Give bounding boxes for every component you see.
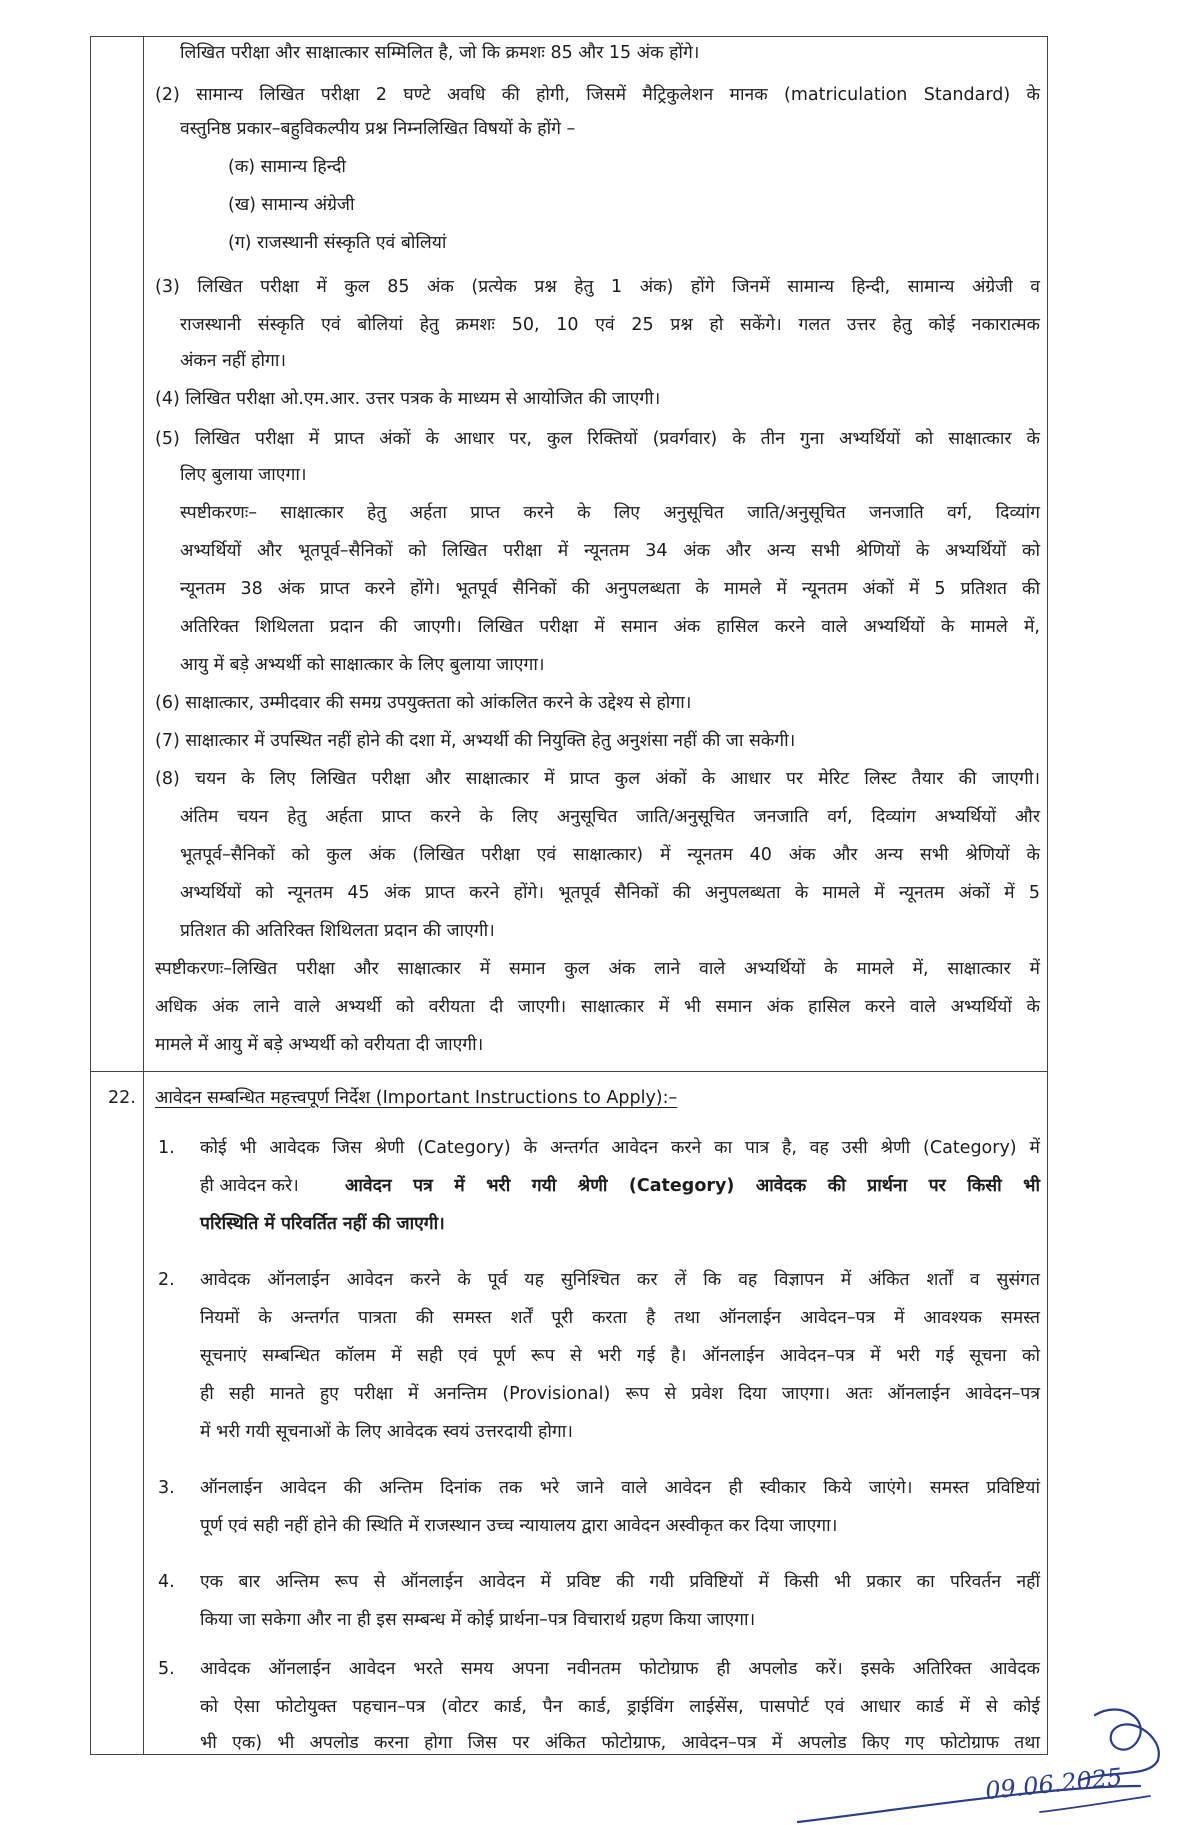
para-5-line-1: (5) लिखित परीक्षा में प्राप्त अंकों के आधार पर, कुल रिक्तियों (प्रवर्गवार) के तीन गुना अभ्यर्थियों को साक्षात्कार के	[155, 429, 1040, 449]
para-3-line-1: (3) लिखित परीक्षा में कुल 85 अंक (प्रत्येक प्रश्न हेतु 1 अंक) होंगे जिनमें सामान्य हिन्दी, सामान्य अंग्रेजी व	[155, 277, 1040, 297]
explanation-2-line: स्पष्टीकरणः–लिखित परीक्षा और साक्षात्कार में समान कुल अंक लाने वाले अभ्यर्थियों के मामले में, साक्षात्कार में	[155, 959, 1040, 979]
para-3-line-2: राजस्थानी संस्कृति एवं बोलियां हेतु क्रमशः 50, 10 एवं 25 प्रश्न हो सकेंगे। गलत उत्तर हेतु कोई नकारात्मक	[180, 315, 1040, 335]
subject-item: (क) सामान्य हिन्दी	[228, 157, 346, 177]
item-number: 4.	[158, 1572, 175, 1592]
item-1-bold-line: परिस्थिति में परिवर्तित नहीं की जाएगी।	[200, 1214, 445, 1234]
para-8-line-4: अभ्यर्थियों को न्यूनतम 45 अंक प्राप्त करने होंगे। भूतपूर्व सैनिकों की अनुपलब्धता के मामले में न्यूनतम अंकों में 5	[180, 883, 1040, 903]
para-8-line-1: (8) चयन के लिए लिखित परीक्षा और साक्षात्कार में प्राप्त कुल अंकों के आधार पर मेरिट लिस्ट तैयार की जाएगी।	[155, 769, 1040, 789]
explanation-line: अतिरिक्त शिथिलता प्रदान की जाएगी। लिखित परीक्षा में समान अंक हासिल करने वाले अभ्यर्थियों के मामले में,	[180, 617, 1040, 637]
item-2-line: आवेदक ऑनलाईन आवेदन करने के पूर्व यह सुनिश्चित कर लें कि वह विज्ञापन में अंकित शर्तों व सुसंगत	[200, 1270, 1040, 1290]
item-2-line: ही सही मानते हुए परीक्षा में अनन्तिम (Provisional) रूप से प्रवेश दिया जाएगा। अतः ऑनलाईन आवेदन–पत्र	[200, 1384, 1040, 1404]
explanation-2-line: अधिक अंक लाने वाले अभ्यर्थी को वरीयता दी जाएगी। साक्षात्कार में भी समान अंक हासिल करने वाले अभ्यर्थियों के	[155, 997, 1040, 1017]
subject-item: (ख) सामान्य अंग्रेजी	[228, 195, 355, 215]
item-5-line: भी एक) भी अपलोड करना होगा जिस पर अंकित फोटोग्राफ, आवेदन–पत्र में अपलोड किए गए फोटोग्राफ तथा	[200, 1733, 1040, 1753]
item-number: 3.	[158, 1478, 175, 1498]
item-number: 5.	[158, 1659, 175, 1679]
item-3-line: पूर्ण एवं सही नहीं होने की स्थिति में राजस्थान उच्च न्यायालय द्वारा आवेदन अस्वीकृत कर दिया जाएगा।	[200, 1516, 838, 1536]
item-number: 2.	[158, 1270, 175, 1290]
item-number: 1.	[158, 1138, 175, 1158]
subject-item: (ग) राजस्थानी संस्कृति एवं बोलियां	[228, 233, 447, 253]
item-3-line: ऑनलाईन आवेदन की अन्तिम दिनांक तक भरे जाने वाले आवेदन ही स्वीकार किये जाएंगे। समस्त प्रविष्टियां	[200, 1478, 1040, 1498]
para-8-line-3: भूतपूर्व–सैनिकों को कुल अंक (लिखित परीक्षा एवं साक्षात्कार) में न्यूनतम 40 अंक और अन्य सभी श्रेणियों के	[180, 845, 1040, 865]
text-line: लिखित परीक्षा और साक्षात्कार सम्मिलित है, जो कि क्रमशः 85 और 15 अंक होंगे।	[180, 43, 700, 63]
item-4-line: किया जा सकेगा और ना ही इस सम्बन्ध में कोई प्रार्थना–पत्र विचारार्थ ग्रहण किया जाएगा।	[200, 1610, 756, 1630]
para-5-line-2: लिए बुलाया जाएगा।	[180, 465, 307, 485]
explanation-line: स्पष्टीकरणः– साक्षात्कार हेतु अर्हता प्राप्त करने के लिए अनुसूचित जाति/अनुसूचित जनजाति वर्ग, दिव्यांग	[180, 503, 1040, 523]
item-1-line: कोई भी आवेदक जिस श्रेणी (Category) के अन्तर्गत आवेदन करने का पात्र है, वह उसी श्रेणी (Category) में	[200, 1138, 1040, 1158]
para-2-line-1: (2) सामान्य लिखित परीक्षा 2 घण्टे अवधि की होगी, जिसमें मैट्रिकुलेशन मानक (matriculation Standard) के	[155, 85, 1040, 105]
item-1-bold-line: आवेदन पत्र में भरी गयी श्रेणी (Category) आवेदक की प्रार्थना पर किसी भी	[345, 1176, 1040, 1196]
explanation-line: आयु में बड़े अभ्यर्थी को साक्षात्कार के लिए बुलाया जाएगा।	[180, 655, 545, 675]
item-5-line: को ऐसा फोटोयुक्त पहचान–पत्र (वोटर कार्ड, पैन कार्ड, ड्राईविंग लाईसेंस, पासपोर्ट एवं आधार कार्ड में से कोई	[200, 1697, 1040, 1717]
item-2-line: नियमों के अन्तर्गत पात्रता की समस्त शर्तें पूरी करता है तथा ऑनलाईन आवेदन–पत्र में आवश्यक समस्त	[200, 1308, 1040, 1328]
para-6: (6) साक्षात्कार, उम्मीदवार की समग्र उपयुक्तता को आंकलित करने के उद्देश्य से होगा।	[155, 693, 692, 713]
item-5-line: आवेदक ऑनलाईन आवेदन भरते समय अपना नवीनतम फोटोग्राफ ही अपलोड करें। इसके अतिरिक्त आवेदक	[200, 1659, 1040, 1679]
section-heading: आवेदन सम्बन्धित महत्त्वपूर्ण निर्देश (Important Instructions to Apply):–	[155, 1088, 678, 1108]
item-4-line: एक बार अन्तिम रूप से ऑनलाईन आवेदन में प्रविष्ट की गयी प्रविष्टियों में किसी भी प्रकार का परिवर्तन नहीं	[200, 1572, 1040, 1592]
para-8-line-2: अंतिम चयन हेतु अर्हता प्राप्त करने के लिए अनुसूचित जाति/अनुसूचित जनजाति वर्ग, दिव्यांग अभ्यर्थियों और	[180, 807, 1040, 827]
explanation-2-line: मामले में आयु में बड़े अभ्यर्थी को वरीयता दी जाएगी।	[155, 1035, 484, 1055]
para-2-line-2: वस्तुनिष्ठ प्रकार–बहुविकल्पीय प्रश्न निम्नलिखित विषयों के होंगे –	[180, 119, 576, 139]
para-3-line-3: अंकन नहीं होगा।	[180, 351, 287, 371]
signature-date: 09.06.2025	[983, 1762, 1124, 1806]
explanation-line: अभ्यर्थियों और भूतपूर्व–सैनिकों को लिखित परीक्षा में न्यूनतम 34 अंक और अन्य सभी श्रेणियों के अभ्यर्थियों को	[180, 541, 1040, 561]
para-7: (7) साक्षात्कार में उपस्थित नहीं होने की दशा में, अभ्यर्थी की नियुक्ति हेतु अनुशंसा नहीं की जा सकेगी।	[155, 731, 796, 751]
item-2-line: में भरी गयी सूचनाओं के लिए आवेदक स्वयं उत्तरदायी होगा।	[200, 1422, 573, 1442]
section-number: 22.	[108, 1088, 136, 1108]
explanation-line: न्यूनतम 38 अंक प्राप्त करने होंगे। भूतपूर्व सैनिकों की अनुपलब्धता के मामले में न्यूनतम अंकों में 5 प्रतिशत की	[180, 579, 1040, 599]
item-2-line: सूचनाएं सम्बन्धित कॉलम में सही एवं पूर्ण रूप से भरी गई है। ऑनलाईन आवेदन–पत्र में भरी गई सूचना को	[200, 1346, 1040, 1366]
para-4: (4) लिखित परीक्षा ओ.एम.आर. उत्तर पत्रक के माध्यम से आयोजित की जाएगी।	[155, 389, 661, 409]
item-1-line: ही आवेदन करे।	[200, 1176, 299, 1196]
para-8-line-5: प्रतिशत की अतिरिक्त शिथिलता प्रदान की जाएगी।	[180, 921, 495, 941]
